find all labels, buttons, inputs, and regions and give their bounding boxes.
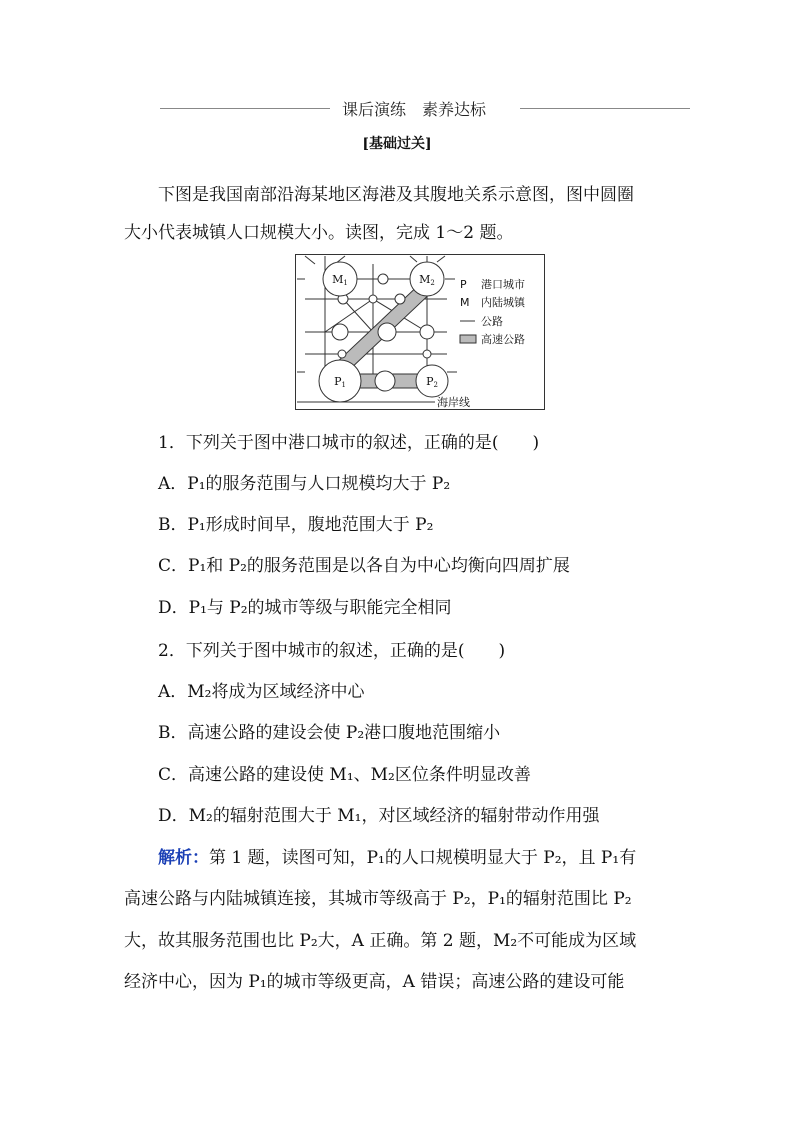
node-m2-label: M2: [419, 273, 435, 287]
node-p1-label: P1: [334, 375, 346, 389]
header-divider-left: [160, 108, 330, 109]
question-1-option-b: B．P₁形成时间早，腹地范围大于 P₂: [158, 515, 434, 535]
intro-line-1: 下图是我国南部沿海某地区海港及其腹地关系示意图，图中圆圈: [158, 185, 634, 205]
question-2-option-b: B．高速公路的建设会使 P₂港口腹地范围缩小: [158, 723, 501, 743]
coastline-label: 海岸线: [437, 396, 470, 409]
legend-m-key: M: [460, 296, 470, 309]
legend-p-key: P: [460, 278, 467, 291]
question-1-option-d: D．P₁与 P₂的城市等级与职能完全相同: [158, 598, 452, 618]
legend-highway-swatch: [460, 335, 476, 343]
question-2-option-c: C．高速公路的建设使 M₁、M₂区位条件明显改善: [158, 765, 531, 785]
port-hinterland-diagram: [295, 254, 545, 410]
analysis-line-1: [158, 843, 636, 868]
header-title: 课后演练 素养达标: [342, 100, 487, 119]
question-2-option-d: D．M₂的辐射范围大于 M₁，对区域经济的辐射带动作用强: [158, 806, 600, 826]
analysis-line-4: 经济中心，因为 P₁的城市等级更高，A 错误；高速公路的建设可能: [124, 972, 625, 992]
legend-highway-label: 高速公路: [481, 333, 525, 346]
header-divider-right: [520, 108, 690, 109]
analysis-line-2: 高速公路与内陆城镇连接，其城市等级高于 P₂，P₁的辐射范围比 P₂: [124, 889, 632, 909]
question-1-option-a: A．P₁的服务范围与人口规模均大于 P₂: [158, 474, 451, 494]
section-header: [160, 97, 530, 121]
question-2-option-a: A．M₂将成为区域经济中心: [158, 682, 365, 702]
question-1-stem: 1．下列关于图中港口城市的叙述，正确的是( ): [158, 433, 540, 453]
intro-line-2: 大小代表城镇人口规模大小。读图，完成 1～2 题。: [124, 223, 514, 243]
question-2-stem: 2．下列关于图中城市的叙述，正确的是( ): [158, 641, 506, 661]
legend-road-label: 公路: [481, 315, 503, 328]
legend-m-label: 内陆城镇: [481, 296, 525, 309]
analysis-line-3: 大，故其服务范围也比 P₂大，A 正确。第 2 题，M₂不可能成为区域: [124, 931, 637, 951]
node-p2-label: P2: [426, 375, 438, 389]
analysis-label: 解析：: [158, 848, 209, 868]
analysis-text-1: 第 1 题，读图可知，P₁的人口规模明显大于 P₂，且 P₁有: [209, 848, 637, 868]
question-1-option-c: C．P₁和 P₂的服务范围是以各自为中心均衡向四周扩展: [158, 556, 570, 576]
node-m1-label: M1: [332, 273, 348, 287]
legend-p-label: 港口城市: [481, 278, 525, 291]
section-tag: [基础过关]: [362, 136, 432, 152]
